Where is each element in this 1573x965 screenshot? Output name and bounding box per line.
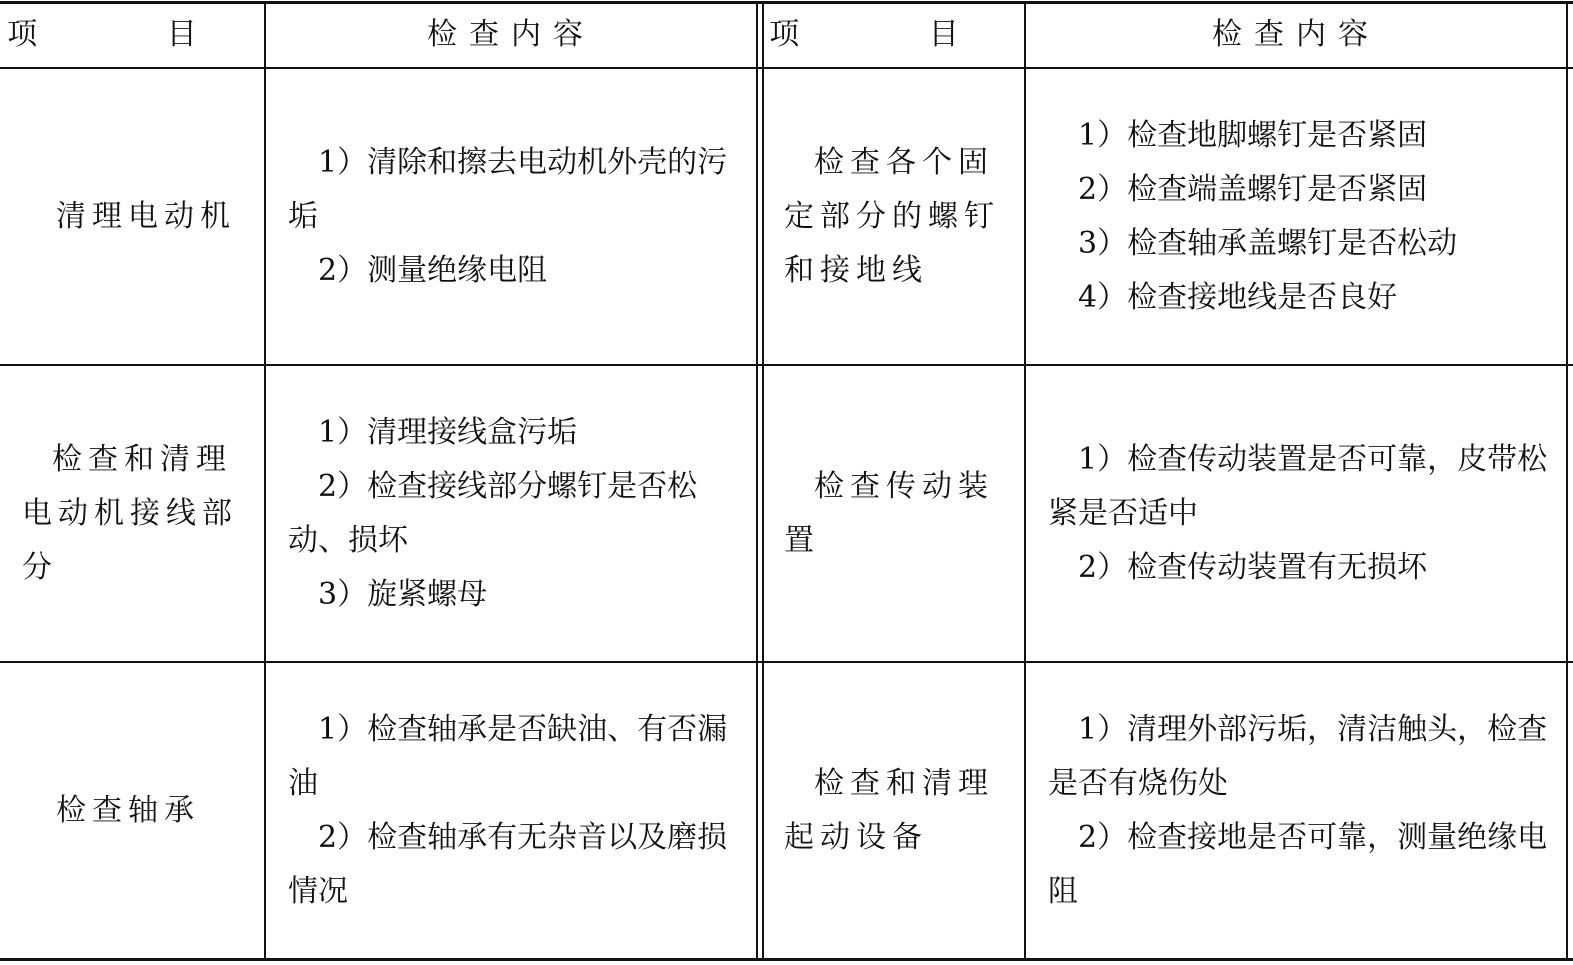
row3-right-content-line2: 2）检查接地是否可靠，测量绝缘电阻	[1048, 819, 1548, 909]
row1-right-content-line1: 1）检查地脚螺钉是否紧固	[1078, 117, 1428, 153]
row1-right-item	[784, 69, 1008, 364]
col-rule-right	[1566, 2, 1568, 960]
row2-left-item-text: 检查和清理电动机接线部分	[22, 441, 238, 585]
row1-right-content-line3: 3）检查轴承盖螺钉是否松动	[1078, 225, 1458, 261]
header-content-right: 检查内容	[1212, 17, 1380, 52]
row1-right-item-text: 检查各个固定部分的螺钉和接地线	[784, 144, 1000, 288]
header-item-right: 项 目	[769, 17, 1019, 52]
row2-left-item	[22, 366, 252, 661]
row1-left-content-line1: 1）清除和擦去电动机外壳的污垢	[288, 144, 728, 234]
row3-left-content-line2: 2）检查轴承有无杂音以及磨损情况	[288, 819, 728, 909]
row2-left-content	[288, 366, 744, 661]
row1-right-content-line2: 2）检查端盖螺钉是否紧固	[1078, 171, 1428, 207]
row1-left-item	[22, 69, 252, 364]
row3-left-item-text: 检查轴承	[56, 792, 200, 828]
row2-right-content	[1048, 366, 1552, 661]
row3-left-content	[288, 663, 744, 958]
row2-left-content-line3: 3）旋紧螺母	[318, 576, 488, 612]
col-rule-1	[264, 2, 266, 960]
col-rule-double-b	[762, 2, 764, 960]
row3-right-content	[1048, 663, 1552, 958]
row1-left-content-line2: 2）测量绝缘电阻	[318, 252, 548, 288]
table-bottom-rule	[0, 958, 1573, 961]
row3-left-item	[22, 663, 252, 958]
row3-right-content-line1: 1）清理外部污垢，清洁触头，检查是否有烧伤处	[1048, 711, 1548, 801]
row3-right-item-text: 检查和清理起动设备	[784, 765, 994, 855]
row2-right-content-line1: 1）检查传动装置是否可靠，皮带松紧是否适中	[1048, 441, 1548, 531]
row2-right-item	[784, 366, 1008, 661]
row1-right-content-line4: 4）检查接地线是否良好	[1078, 279, 1398, 315]
row2-right-item-text: 检查传动装置	[784, 468, 994, 558]
col-rule-double-a	[756, 2, 758, 960]
row1-left-content	[288, 69, 744, 364]
row3-right-item	[784, 663, 1008, 958]
row2-right-content-line2: 2）检查传动装置有无损坏	[1078, 549, 1428, 585]
row1-right-content	[1048, 69, 1552, 364]
row2-left-content-line1: 1）清理接线盒污垢	[318, 414, 578, 450]
header-content-left: 检查内容	[427, 17, 595, 52]
col-rule-3	[1024, 2, 1026, 960]
row3-left-content-line1: 1）检查轴承是否缺油、有否漏油	[288, 711, 728, 801]
header-item-left: 项 目	[7, 17, 257, 52]
row2-left-content-line2: 2）检查接线部分螺钉是否松动、损坏	[288, 468, 698, 558]
row1-left-item-text: 清理电动机	[56, 198, 236, 234]
